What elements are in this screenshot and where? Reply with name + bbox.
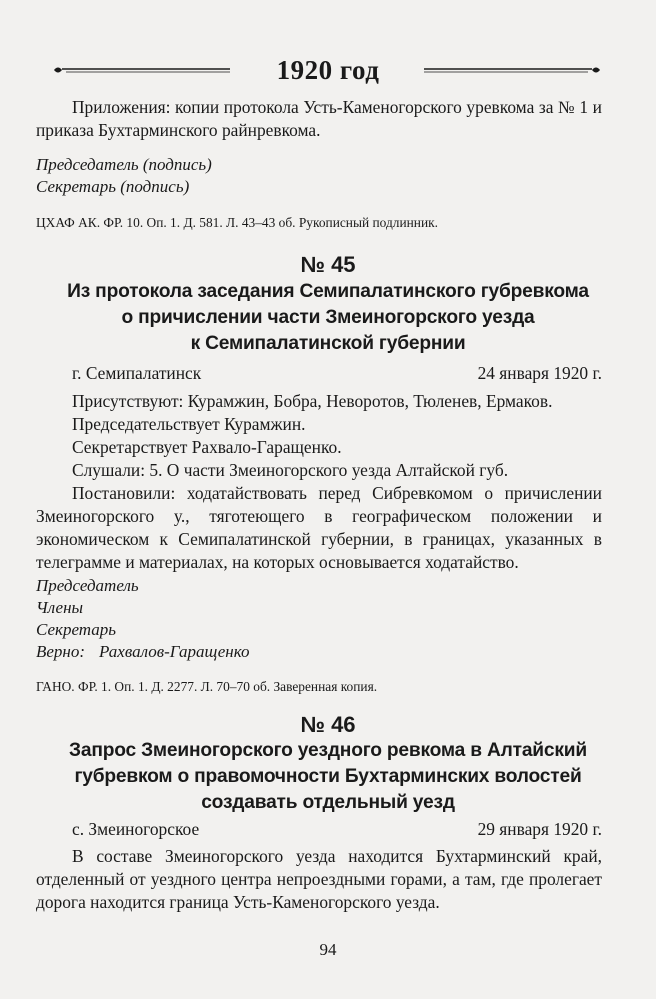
doc45-source-reference: ГАНО. ФР. 1. Оп. 1. Д. 2277. Л. 70–70 об. Заверенная копия. [36, 679, 378, 694]
page-year-title: 1920 год [276, 55, 380, 85]
right-ornament-icon [420, 64, 602, 76]
doc46-title-line1: Запрос Змеиногорского уездного ревкома в Алтайский [69, 740, 587, 761]
doc46-place: с. Змеиногорское [72, 819, 200, 839]
doc45-verno-label: Верно: [36, 642, 86, 661]
doc45-title-line1: Из протокола заседания Семипалатинского губревкома [67, 281, 589, 302]
doc44-secretary-signature: Секретарь (подпись) [36, 177, 190, 196]
doc45-sign-members: Члены [36, 598, 84, 617]
doc45-sign-verno [36, 641, 250, 663]
doc46-title-line3: создавать отдельный уезд [201, 792, 455, 813]
doc46-date: 29 января 1920 г. [477, 819, 602, 839]
doc45-present: Присутствуют: Курамжин, Бобра, Неворотов, Тюленев, Ермаков. [72, 391, 553, 411]
page-number: 94 [319, 940, 337, 959]
doc45-resolved: Постановили: ходатайствовать перед Сибревкомом о причислении Змеиногорского у., тяготеющего в географическом положении и экономическом к Семипалатинской губернии, в границах, указанных в телеграмме и материалах, на которых основывается ходатайство. [36, 483, 602, 572]
doc44-chairman-signature: Председатель (подпись) [36, 155, 212, 174]
doc45-place-date [72, 362, 602, 385]
doc45-number: № 45 [300, 252, 356, 277]
doc45-heard: Слушали: 5. О части Змеиногорского уезда Алтайской губ. [72, 460, 509, 480]
doc45-date: 24 января 1920 г. [477, 363, 602, 383]
doc46-place-date [72, 818, 602, 841]
doc46-number: № 46 [300, 712, 356, 737]
doc45-sign-chairman: Председатель [36, 576, 139, 595]
appendix-paragraph: Приложения: копии протокола Усть-Каменогорского уревкома за № 1 и приказа Бухтарминского райнревкома. [36, 97, 602, 140]
doc45-verno-name: Рахвалов-Гаращенко [99, 642, 250, 661]
doc45-chaired: Председательствует Курамжин. [72, 414, 306, 434]
doc45-secretaried: Секретарствует Рахвало-Гаращенко. [72, 437, 342, 457]
doc44-source-reference: ЦХАФ АК. ФР. 10. Оп. 1. Д. 581. Л. 43–43 об. Рукописный подлинник. [36, 215, 438, 230]
doc46-body: В составе Змеиногорского уезда находится Бухтарминский край, отделенный от уездного центра непроездными горами, а там, где пролегает дорога находится граница Усть-Каменогорского уезда. [36, 846, 602, 912]
doc45-title-line3: к Семипалатинской губернии [190, 333, 466, 354]
doc45-title-line2: о причислении части Змеиногорского уезда [121, 307, 535, 328]
doc45-place: г. Семипалатинск [72, 363, 202, 383]
doc46-title-line2: губревком о правомочности Бухтарминских волостей [74, 766, 582, 787]
doc45-sign-secretary: Секретарь [36, 620, 116, 639]
